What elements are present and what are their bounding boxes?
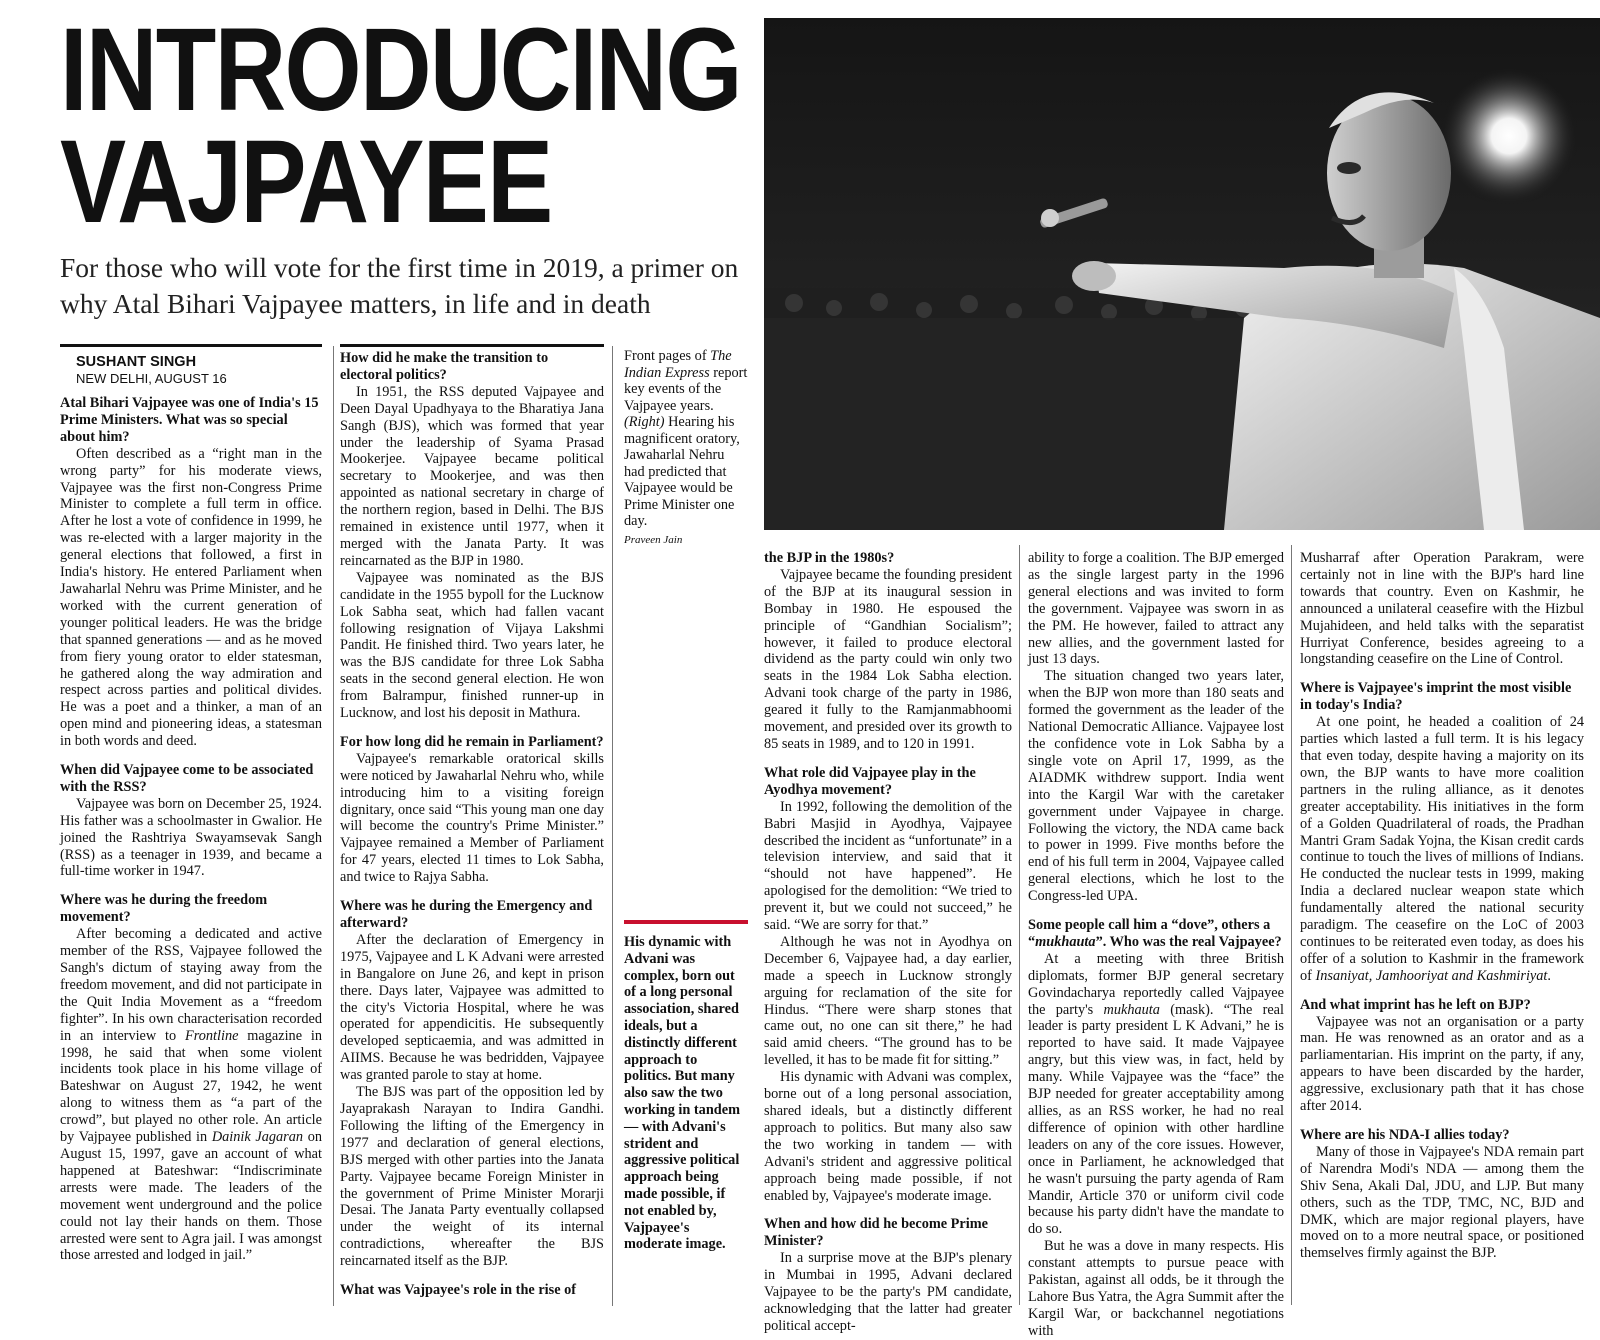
photo-credit: Praveen Jain: [624, 533, 683, 546]
question-heading: Where are his NDA-I allies today?: [1300, 1127, 1510, 1143]
answer-paragraph: Often described as a “right man in the wrong party” for his moderate views, Vajpayee was the first non-Congress Prime Minister to complete a full term in office. After he lost a vote of confidence in 1999, he was re-elected with a larger majority in the general elections that followed, a first in India's history. He entered Parliament when Jawaharlal Nehru was Prime Minister, and he worked with the current generation of younger political leaders. He was the bridge that spanned generations — and as he moved from fiery young orator to elder statesman, he gathered along the way admiration and respect across parties and political divides. He was a poet and a thinker, a man of an open mind and pioneering ideas, a statesman in both words and deed.: [60, 445, 322, 750]
answer-paragraph: Vajpayee was born on December 25, 1924. His father was a schoolmaster in Gwalior. He joined the Rashtriya Swayamsevak Sangh (RSS) as a teenager in 1939, and became a full-time worker in 1947.: [60, 795, 322, 880]
pull-quote: His dynamic with Advani was complex, born out of a long personal association, shared ideals, but a distinctly different approach to politics. But many also saw the two working in tandem — with Advani's strident and aggressive political approach being made possible, if not enabled by, Vajpayee's moderate image.: [624, 920, 748, 1253]
byline-author: SUSHANT SINGH: [76, 354, 197, 370]
question-heading: Atal Bihari Vajpayee was one of India's 15 Prime Ministers. What was so special about him?: [60, 395, 319, 445]
answer-paragraph: ability to forge a coalition. The BJP emerged as the single largest party in the 1996 general elections and was invited to form the government. Vajpayee was sworn in as the PM. He however, failed to attract any new allies, and the government lasted for just 13 days.: [1028, 550, 1284, 668]
answer-paragraph: In 1992, following the demolition of the Babri Masjid in Ayodhya, Vajpayee described the incident as “unfortunate” in a television interview, and said that it “should not have happened”. He apologised for the demolition: “We tried to prevent it, but we could not succeed,” he said. “We are sorry for that.”: [764, 798, 1012, 934]
answer-paragraph: After the declaration of Emergency in 1975, Vajpayee and L K Advani were arrested in Bangalore on June 26, and kept in prison there. Days later, Vajpayee was admitted to the city's Victoria Hospital, where he was operated for appendicitis. He subsequently developed septicaemia, and was admitted in AIIMS. Because he was bedridden, Vajpayee was granted parole to stay at home.: [340, 931, 604, 1084]
answer-paragraph: In a surprise move at the BJP's plenary in Mumbai in 1995, Advani declared Vajpayee to be the party's PM candidate, acknowledging that the latter had greater political accept-: [764, 1250, 1012, 1334]
column-rule: [333, 346, 334, 1306]
question-heading: For how long did he remain in Parliament?: [340, 733, 604, 750]
answer-paragraph: In 1951, the RSS deputed Vajpayee and Deen Dayal Upadhyaya to the Bharatiya Jana Sangh (BJS), which was formed that year under the leadership of Syama Prasad Mookerjee. Vajpayee became political secretary to Mookerjee, and was then appointed as national secretary in charge of the northern region, based in Delhi. The BJS remained in existence until 1977, when it merged with the Janata Party. It was reincarnated as the BJP in 1980.: [340, 383, 604, 569]
answer-paragraph: Although he was not in Ayodhya on December 6, Vajpayee had, a day earlier, made a speech in Lucknow strongly arguing for reclamation of the site for Hindus. “There were sharp stones that came out, no one can sit there,” he had said amid cheers. “The ground has to be levelled, it has to be made fit for sitting.”: [764, 933, 1012, 1069]
answer-paragraph: Musharraf after Operation Parakram, were certainly not in line with the BJP's hard line towards that country. Even on Kashmir, he announced a unilateral ceasefire with the Hizbul Mujahideen, and held talks with the separatist Hurriyat Conference, besides agreeing to a longstanding ceasefire on the Line of Control.: [1300, 550, 1584, 668]
column-rule-top: [340, 344, 604, 347]
headline-line-2: VAJPAYEE: [60, 116, 552, 248]
answer-paragraph: At a meeting with three British diplomats, former BJP general secretary Govindacharya reportedly called Vajpayee the party's mukhauta (mask). “The real leader is party president L K Advani,” he is reported to have said. It made Vajpayee angry, but this view was, in fact, held by many. While Vajpayee was the “face” the BJP needed for greater acceptability among allies, as an RSS worker, he had no real difference of opinion with other hardline leaders on any of the core issues. However, once in Parliament, he acknowledged that he wasn't pursuing the party agenda of Ram Mandir, Article 370 or uniform civil code because his party didn't have the mandate to do so.: [1028, 950, 1284, 1238]
answer-paragraph: Vajpayee became the founding president of the BJP at its inaugural session in Bombay in 1980. He espoused the principle of “Gandhian Socialism”; however, it failed to produce electoral dividend as the party could win only two seats in the 1984 Lok Sabha election. Advani took charge of the party in 1986, geared it fully to the Ramjanmabhoomi movement, and presided over its growth to 85 seats in 1989, and to 120 in 1991.: [764, 566, 1012, 752]
column-1: [60, 354, 322, 1264]
vajpayee-speaking-photo: [764, 18, 1600, 530]
headline-line-1: INTRODUCING: [60, 4, 741, 136]
photo-caption: Front pages of The Indian Express report key events of the Vajpayee years. (Right) Hearing his magnificent oratory, Jawaharlal Nehru had predicted that Vajpayee would be Prime Minister one day. Praveen Jain: [624, 348, 748, 548]
question-heading: Where was he during the Emergency and afterward?: [340, 898, 593, 931]
byline-rule: [60, 344, 322, 347]
headline: [60, 4, 741, 248]
column-5: [1028, 550, 1284, 1340]
answer-paragraph: Vajpayee's remarkable oratorical skills were noticed by Jawaharlal Nehru who, while introducing him to a visiting foreign dignitary, once said “This young man one day will become the country's Prime Minister.” Vajpayee remained a Member of Parliament for 47 years, elected 11 times to Lok Sabha, and twice to Rajya Sabha.: [340, 750, 604, 886]
column-rule: [612, 346, 613, 1306]
question-heading: Some people call him a “dove”, others a “mukhauta”. Who was the real Vajpayee?: [1028, 917, 1282, 950]
question-heading: What was Vajpayee's role in the rise of: [340, 1282, 577, 1299]
column-2: [340, 350, 604, 1299]
photo-illustration: [764, 18, 1600, 530]
column-4: [764, 550, 1012, 1335]
question-heading: What role did Vajpayee play in the Ayodhya movement?: [764, 764, 976, 798]
answer-paragraph: Vajpayee was not an organisation or a party man. He was renowned as an orator and as a parliamentarian. His imprint on the party, if any, appears to have been discarded by the harder, aggressive, exclusionary path that it has chose after 2014.: [1300, 1013, 1584, 1115]
question-heading: the BJP in the 1980s?: [764, 550, 895, 566]
column-6: [1300, 550, 1584, 1262]
answer-paragraph: At one point, he headed a coalition of 24 parties which lasted a full term. It is his legacy that even today, despite having a majority on its own, the BJP wants to have more coalition partners in the ruling alliance, as it denotes greater acceptability. His initiatives in the form of a Golden Quadrilateral of roads, the Pradhan Mantri Gram Sadak Yojna, the Kisan credit cards continue to touch the lives of millions of Indians. He conducted the nuclear tests in 1999, making India a declared nuclear weapon state which fundamentally altered the national security paradigm. The ceasefire on the LoC of 2003 continues to be reiterated even today, as does his offer of a solution to Kashmir in the framework of Insaniyat, Jamhooriyat and Kashmiriyat.: [1300, 714, 1584, 984]
answer-paragraph: The situation changed two years later, when the BJP won more than 180 seats and formed the government as the leader of the National Democratic Alliance. Vajpayee lost the confidence vote in Lok Sabha by a single vote on April 17, 1999, as the AIADMK withdrew support. India went into the Kargil War with the caretaker government under Vajpayee in charge. Following the victory, the NDA came back to power in 1999. Five months before the end of his full term in 2004, Vajpayee called general elections, which he lost to the Congress-led UPA.: [1028, 668, 1284, 905]
question-heading: And what imprint has he left on BJP?: [1300, 996, 1531, 1013]
answer-paragraph: After becoming a dedicated and active member of the RSS, Vajpayee followed the Sangh's dictum of staying away from the freedom movement, and did not participate in the Quit India Movement as a “freedom fighter”. In his own characterisation recorded in an interview to Frontline magazine in 1998, he said that when some violent incidents took place in his home village of Bateshwar on August 27, 1942, he went along to witness them as “a part of the crowd”, but played no other role. An article by Vajpayee published in Dainik Jagaran on August 15, 1997, gave an account of what happened at Bateshwar: “Indiscriminate arrests were made. The leaders of the movement went underground and the police could not lay their hands on them. Those arrested were sent to Agra jail. I was amongst those arrested and lodged in jail.”: [60, 926, 323, 1264]
dateline: NEW DELHI, AUGUST 16: [76, 371, 227, 386]
question-heading: How did he make the transition to electoral politics?: [340, 350, 549, 383]
column-rule: [1291, 545, 1292, 1305]
question-heading: Where was he during the freedom movement?: [60, 892, 268, 926]
answer-paragraph: Many of those in Vajpayee's NDA remain part of Narendra Modi's NDA — among them the Shiv Sena, Akali Dal, JDU, and LJP. But many others, such as the TDP, TMC, NC, BJD and DMK, which are major regional players, have moved on to a more neutral space, or positioned themselves firmly against the BJP.: [1300, 1143, 1584, 1262]
question-heading: When and how did he become Prime Minister?: [764, 1216, 988, 1250]
answer-paragraph: The BJS was part of the opposition led by Jayaprakash Narayan to Indira Gandhi. Following the lifting of the Emergency in 1977 and declaration of general elections, BJS merged with other parties into the Janata Party. Vajpayee became Foreign Minister in the government of Prime Minister Morarji Desai. The Janata Party eventually collapsed under the weight of its internal contradictions, whereafter the BJS reincarnated itself as the BJP.: [340, 1084, 604, 1270]
answer-paragraph: But he was a dove in many respects. His constant attempts to pursue peace with Pakistan, against all odds, be it through the Lahore Bus Yatra, the Agra Summit after the Kargil War, or backchannel negotiations with: [1028, 1238, 1284, 1339]
answer-paragraph: Vajpayee was nominated as the BJS candidate in the 1955 bypoll for the Lucknow Lok Sabha seat, which had fallen vacant following resignation of Vijaya Lakshmi Pandit. He finished third. Two years later, he was the BJS candidate for three Lok Sabha seats in the second general election. He won from Balrampur, finished runner-up in Lucknow, and lost his deposit in Mathura.: [340, 569, 604, 722]
deck: For those who will vote for the first time in 2019, a primer on why Atal Bihari Vajpayee matters, in life and in death: [60, 252, 739, 319]
question-heading: When did Vajpayee come to be associated with the RSS?: [60, 762, 314, 795]
column-rule: [1019, 545, 1020, 1305]
answer-paragraph: His dynamic with Advani was complex, borne out of a long personal association, shared ideals, but a distinctly different approach to politics. But many also saw the two working in tandem — with Advani's strident and aggressive political approach being made possible, if not enabled by, Vajpayee's moderate image.: [764, 1069, 1012, 1204]
question-heading: Where is Vajpayee's imprint the most visible in today's India?: [1300, 680, 1572, 714]
